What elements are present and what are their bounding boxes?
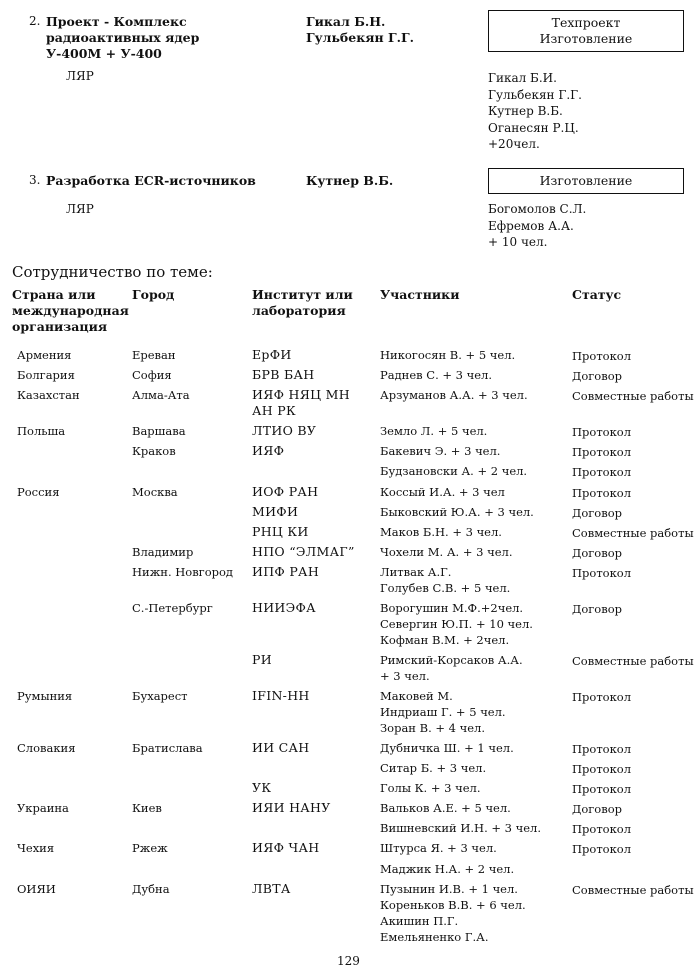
row-status: Договор bbox=[572, 601, 622, 616]
project-2-leader: Гульбекян Г.Г. bbox=[306, 30, 414, 45]
row-participant: Зоран В. + 4 чел. bbox=[380, 720, 486, 735]
row-status: Совместные работы bbox=[572, 882, 694, 897]
project-3-title: Разработка ECR-источников bbox=[46, 173, 256, 188]
row-participant: + 3 чел. bbox=[380, 668, 430, 683]
row-participant: Маджик Н.А. + 2 чел. bbox=[380, 861, 515, 876]
row-institute: ИОФ РАН bbox=[252, 483, 319, 499]
row-city: Нижн. Новгород bbox=[132, 564, 233, 579]
row-participant: Литвак А.Г. bbox=[380, 564, 452, 579]
row-participant: Голубев С.В. + 5 чел. bbox=[380, 580, 511, 595]
row-institute: АН РК bbox=[252, 403, 296, 419]
row-status: Совместные работы bbox=[572, 653, 694, 668]
row-participant: Кофман В.М. + 2чел. bbox=[380, 632, 510, 647]
row-country: Чехия bbox=[17, 841, 55, 856]
row-city: Бухарест bbox=[132, 688, 188, 703]
project-2-leader: Гикал Б.Н. bbox=[306, 14, 386, 29]
row-participant: Ворогушин М.Ф.+2чел. bbox=[380, 600, 524, 615]
project-2-status-line: Изготовление bbox=[539, 31, 633, 46]
row-participant: Бакевич Э. + 3 чел. bbox=[380, 444, 501, 459]
header-country-line: организация bbox=[12, 319, 108, 334]
row-participant: Коссый И.А. + 3 чел bbox=[380, 484, 505, 499]
row-participant: Арзуманов А.А. + 3 чел. bbox=[380, 388, 528, 403]
row-status: Протокол bbox=[572, 741, 632, 756]
project-2-participant: +20чел. bbox=[488, 137, 540, 151]
row-city: Ржеж bbox=[132, 841, 168, 856]
header-country-line: Страна или bbox=[12, 287, 96, 302]
row-status: Совместные работы bbox=[572, 525, 694, 540]
row-status: Совместные работы bbox=[572, 389, 694, 404]
row-institute: ИПФ РАН bbox=[252, 563, 320, 579]
row-participant: Раднев С. + 3 чел. bbox=[380, 368, 493, 383]
row-status: Протокол bbox=[572, 689, 632, 704]
row-country: Казахстан bbox=[17, 388, 80, 403]
header-institute-line: лаборатория bbox=[252, 303, 346, 318]
project-3-participants bbox=[488, 201, 586, 251]
project-3-status-box bbox=[488, 168, 684, 194]
header-country-line: международная bbox=[12, 303, 129, 318]
row-institute: ИИ САН bbox=[252, 739, 310, 755]
row-country: ОИЯИ bbox=[17, 881, 56, 896]
row-participant: Вальков А.Е. + 5 чел. bbox=[380, 801, 511, 816]
project-3-lab: ЛЯР bbox=[66, 202, 94, 216]
row-institute: УК bbox=[252, 780, 272, 796]
project-2-lab: ЛЯР bbox=[66, 69, 94, 83]
row-institute: ЛВТА bbox=[252, 880, 291, 896]
row-city: Москва bbox=[132, 484, 178, 499]
row-city: Братислава bbox=[132, 740, 203, 755]
row-participant: Емельяненко Г.А. bbox=[380, 929, 489, 944]
project-2-status-line: Техпроект bbox=[551, 15, 621, 30]
row-participant: Маковей М. bbox=[380, 688, 453, 703]
row-institute: БРВ БАН bbox=[252, 367, 315, 383]
row-institute: ЕрФИ bbox=[252, 347, 292, 362]
row-participant: Акишин П.Г. bbox=[380, 913, 459, 928]
project-2-number: 2. bbox=[29, 14, 41, 28]
row-status: Протокол bbox=[572, 425, 632, 440]
row-status: Договор bbox=[572, 802, 622, 817]
project-3-number: 3. bbox=[29, 173, 41, 187]
row-city: Варшава bbox=[132, 424, 186, 439]
row-country: Армения bbox=[17, 348, 72, 362]
project-2-title bbox=[46, 14, 199, 62]
project-2-title-line: Проект - Комплекс bbox=[46, 14, 187, 29]
row-institute: РНЦ КИ bbox=[252, 523, 309, 539]
project-3-leader: Кутнер В.Б. bbox=[306, 173, 394, 188]
project-2-participant: Гульбекян Г.Г. bbox=[488, 87, 582, 102]
header-status: Статус bbox=[572, 287, 622, 302]
header-institute-line: Институт или bbox=[252, 287, 353, 302]
row-status: Протокол bbox=[572, 842, 632, 857]
row-institute: НИИЭФА bbox=[252, 599, 316, 615]
row-city: Владимир bbox=[132, 544, 194, 559]
row-institute: ИЯФ НЯЦ МН bbox=[252, 387, 350, 403]
row-participant: Чохели М. А. + 3 чел. bbox=[380, 544, 513, 559]
row-participant: Кореньков В.В. + 6 чел. bbox=[380, 897, 526, 912]
row-status: Договор bbox=[572, 545, 622, 560]
row-city: Краков bbox=[132, 444, 176, 459]
row-status: Договор bbox=[572, 505, 622, 520]
header-participants: Участники bbox=[380, 287, 460, 302]
row-city: София bbox=[132, 368, 172, 383]
project-3-status-line: Изготовление bbox=[539, 173, 633, 188]
row-institute: ИЯФ bbox=[252, 443, 285, 459]
project-2-participants bbox=[488, 70, 582, 153]
row-participant: Будзановски А. + 2 чел. bbox=[380, 464, 528, 479]
project-2-participant: Гикал Б.И. bbox=[488, 71, 557, 85]
header-institute bbox=[252, 287, 353, 319]
row-country: Румыния bbox=[17, 688, 73, 703]
row-participant: Пузынин И.В. + 1 чел. bbox=[380, 881, 518, 896]
row-city: С.-Петербург bbox=[132, 600, 213, 615]
row-country: Словакия bbox=[17, 740, 76, 755]
project-3-participant: Богомолов С.Л. bbox=[488, 202, 587, 216]
row-status: Протокол bbox=[572, 565, 632, 580]
row-participant: Дубничка Ш. + 1 чел. bbox=[380, 740, 514, 755]
project-3-participant: Ефремов А.А. bbox=[488, 218, 574, 233]
row-institute: ИЯИ НАНУ bbox=[252, 800, 331, 816]
project-2-status-box bbox=[488, 10, 684, 52]
row-participant: Римский-Корсаков А.А. bbox=[380, 652, 523, 667]
row-participant: Штурса Я. + 3 чел. bbox=[380, 841, 497, 856]
row-institute: ЛТИО ВУ bbox=[252, 423, 317, 439]
row-country: Украина bbox=[17, 801, 69, 816]
row-status: Протокол bbox=[572, 762, 632, 776]
row-institute: РИ bbox=[252, 651, 272, 667]
project-3-participant: + 10 чел. bbox=[488, 235, 548, 249]
row-institute: IFIN-HH bbox=[252, 687, 310, 703]
row-status: Протокол bbox=[572, 822, 632, 837]
row-city: Дубна bbox=[132, 881, 170, 896]
project-2-leaders bbox=[306, 14, 414, 46]
page-number: 129 bbox=[337, 954, 360, 968]
project-2-participant: Кутнер В.Б. bbox=[488, 104, 563, 118]
project-2-participant: Оганесян Р.Ц. bbox=[488, 120, 579, 135]
row-status: Протокол bbox=[572, 485, 632, 500]
row-city: Киев bbox=[132, 801, 162, 816]
row-city: Алма-Ата bbox=[132, 388, 190, 403]
row-participant: Вишневский И.Н. + 3 чел. bbox=[380, 821, 542, 836]
row-status: Протокол bbox=[572, 782, 632, 797]
project-2-title-line: радиоактивных ядер bbox=[46, 30, 200, 45]
row-status: Протокол bbox=[572, 445, 632, 460]
row-participant: Индриаш Г. + 5 чел. bbox=[380, 704, 506, 719]
row-participant: Голы К. + 3 чел. bbox=[380, 781, 481, 796]
row-participant: Севергин Ю.П. + 10 чел. bbox=[380, 616, 533, 631]
row-city: Ереван bbox=[132, 348, 176, 362]
row-country: Польша bbox=[17, 424, 66, 439]
header-city: Город bbox=[132, 287, 175, 302]
row-country: Болгария bbox=[17, 368, 75, 383]
row-institute: ИЯФ ЧАН bbox=[252, 840, 320, 856]
row-status: Протокол bbox=[572, 465, 632, 480]
project-2-title-line: У-400М + У-400 bbox=[46, 46, 162, 61]
row-participant: Ситар Б. + 3 чел. bbox=[380, 761, 487, 775]
row-status: Договор bbox=[572, 369, 622, 384]
row-participant: Быковский Ю.А. + 3 чел. bbox=[380, 504, 534, 519]
row-status: Протокол bbox=[572, 349, 632, 363]
row-participant: Маков Б.Н. + 3 чел. bbox=[380, 524, 502, 539]
row-institute: НПО “ЭЛМАГ” bbox=[252, 543, 355, 559]
row-institute: МИФИ bbox=[252, 503, 299, 519]
row-participant: Земло Л. + 5 чел. bbox=[380, 424, 488, 439]
cooperation-heading: Сотрудничество по теме: bbox=[12, 263, 213, 281]
row-country: Россия bbox=[17, 484, 60, 499]
header-country bbox=[12, 287, 129, 335]
row-participant: Никогосян В. + 5 чел. bbox=[380, 348, 516, 362]
